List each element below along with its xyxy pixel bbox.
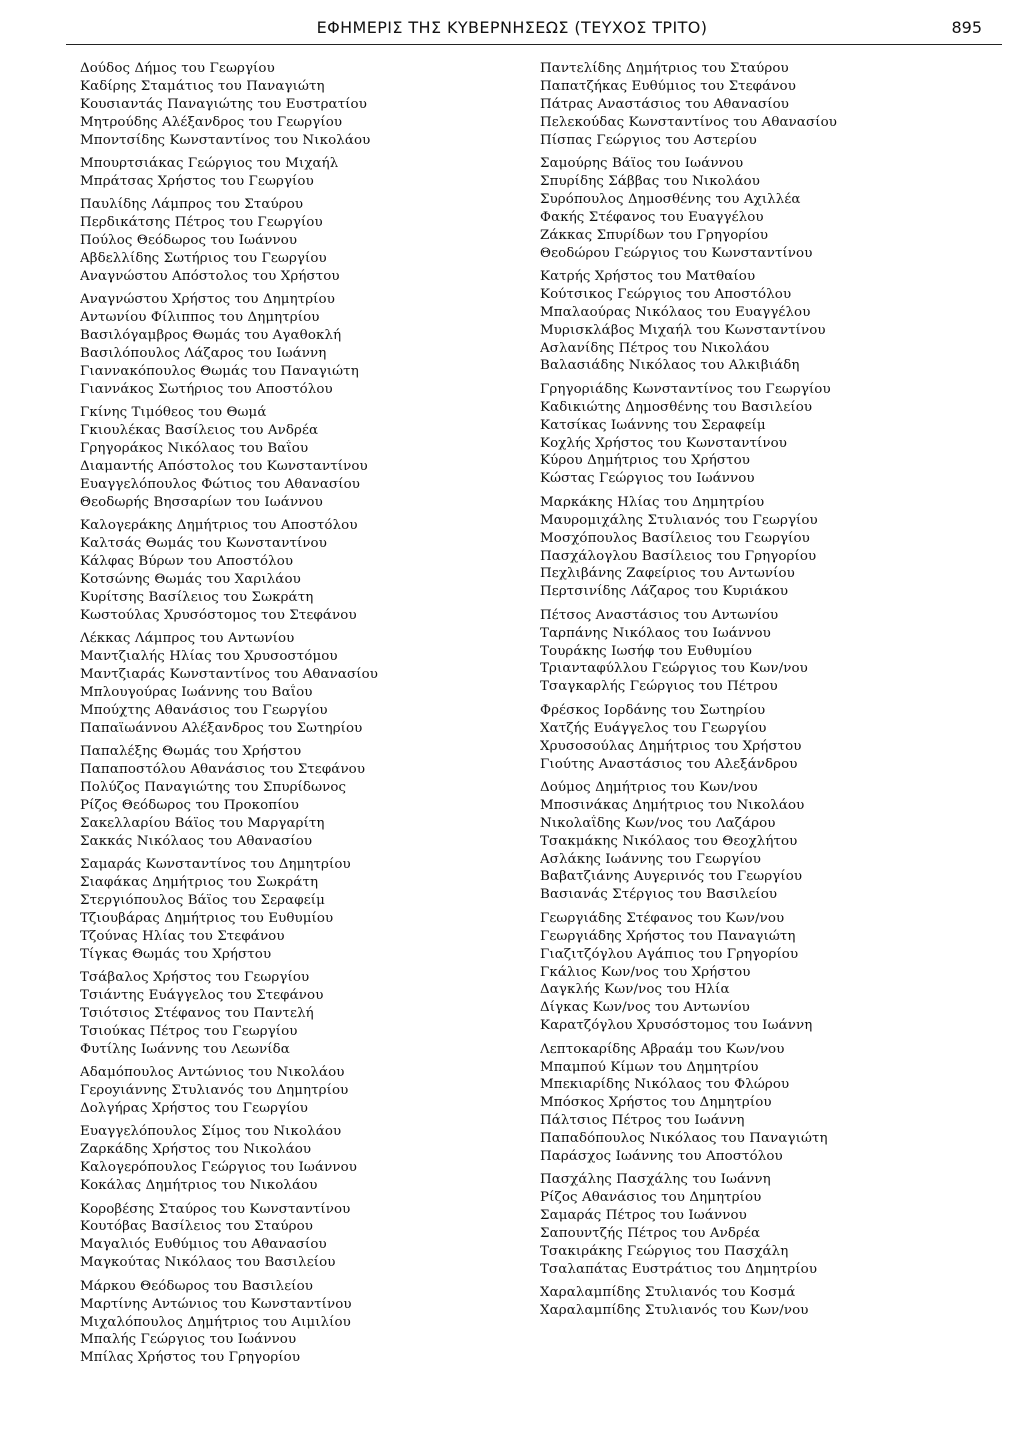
- name-entry: Μαγαλιός Ευθύμιος του Αθανασίου: [80, 1237, 327, 1253]
- name-entry: Πάτρας Αναστάσιος του Αθανασίου: [540, 96, 789, 112]
- name-entry: Αδαμόπουλος Αντώνιος του Νικολάου: [80, 1065, 345, 1081]
- name-entry: Κατσίκας Ιωάννης του Σεραφείμ: [540, 417, 766, 433]
- name-entry: Κυρίτσης Βασίλειος του Σωκράτη: [80, 589, 314, 605]
- name-entry: Ρίζος Θεόδωρος του Προκοπίου: [80, 797, 299, 813]
- name-group: [80, 1278, 540, 1367]
- name-entry: Κοτσώνης Θωμάς του Χαριλάου: [80, 572, 301, 588]
- name-group: [540, 702, 1000, 774]
- name-entry: Φρέσκος Ιορδάνης του Σωτηρίου: [540, 702, 766, 718]
- name-entry: Φυτίλης Ιωάννης του Λεωνίδα: [80, 1041, 290, 1057]
- name-entry: Γιαννακόπουλος Θωμάς του Παναγιώτη: [80, 364, 359, 380]
- name-entry: Γεωργιάδης Χρήστος του Παναγιώτη: [540, 928, 796, 944]
- name-entry: Κώστας Γεώργιος του Ιωάννου: [540, 471, 755, 487]
- left-name-column: [80, 60, 540, 1373]
- name-group: [540, 1284, 1000, 1320]
- name-entry: Τριανταφύλλου Γεώργιος του Κων/νου: [540, 661, 808, 677]
- right-name-column: [540, 60, 1000, 1326]
- name-entry: Τουράκης Ιωσήφ του Ευθυμίου: [540, 643, 753, 659]
- name-entry: Κωστούλας Χρυσόστομος του Στεφάνου: [80, 607, 357, 623]
- gazette-title: ΕΦΗΜΕΡΙΣ ΤΗΣ ΚΥΒΕΡΝΗΣΕΩΣ (ΤΕΥΧΟΣ ΤΡΙΤΟ): [316, 18, 708, 37]
- name-entry: Τζιουβάρας Δημήτριος του Ευθυμίου: [80, 910, 334, 926]
- name-entry: Βαβατζιάνης Αυγερινός του Γεωργίου: [540, 869, 803, 885]
- name-entry: Μπούχτης Αθανάσιος του Γεωργίου: [80, 702, 328, 718]
- page-header: [0, 18, 1024, 44]
- name-group: [80, 1064, 540, 1118]
- name-entry: Δίγκας Κων/νος του Αντωνίου: [540, 1000, 750, 1016]
- name-group: [80, 196, 540, 285]
- name-entry: Μπράτσας Χρήστος του Γεωργίου: [80, 173, 314, 189]
- name-entry: Κοχλής Χρήστος του Κωνσταντίνου: [540, 435, 788, 451]
- name-entry: Τσαγκαρλής Γεώργιος του Πέτρου: [540, 679, 778, 695]
- name-entry: Μαγκούτας Νικόλαος του Βασιλείου: [80, 1255, 336, 1271]
- name-entry: Μπαλής Γεώργιος του Ιωάννου: [80, 1332, 297, 1348]
- name-entry: Παράσχος Ιωάννης του Αποστόλου: [540, 1149, 783, 1164]
- name-group: [80, 1201, 540, 1273]
- name-entry: Δούμος Δημήτριος του Κων/νου: [540, 780, 758, 795]
- name-entry: Ζαρκάδης Χρήστος του Νικολάου: [80, 1142, 312, 1158]
- name-group: [80, 856, 540, 963]
- name-entry: Καδίρης Σταμάτιος του Παναγιώτη: [80, 78, 325, 94]
- page-number: 895: [951, 18, 982, 37]
- name-entry: Γκίνης Τιμόθεος του Θωμά: [80, 405, 267, 421]
- name-entry: Βασιλόπουλος Λάζαρος του Ιωάννη: [80, 346, 327, 362]
- name-entry: Κοκάλας Δημήτριος του Νικολάου: [80, 1178, 318, 1194]
- name-entry: Βασιανάς Στέργιος του Βασιλείου: [540, 887, 778, 903]
- name-group: [540, 1041, 1000, 1166]
- name-entry: Αντωνίου Φίλιππος του Δημητρίου: [80, 310, 320, 326]
- name-entry: Τσιούκας Πέτρος του Γεωργίου: [80, 1023, 298, 1039]
- name-entry: Μαντζιαλής Ηλίας του Χρυσοστόμου: [80, 649, 338, 665]
- name-entry: Χαραλαμπίδης Στυλιανός του Κοσμά: [540, 1285, 796, 1301]
- name-entry: Τσιάντης Ευάγγελος του Στεφάνου: [80, 987, 324, 1003]
- name-entry: Πασχάλης Πασχάλης του Ιωάννη: [540, 1172, 771, 1188]
- name-entry: Πάλτσιος Πέτρος του Ιωάννη: [540, 1113, 745, 1129]
- name-entry: Ευαγγελόπουλος Φώτιος του Αθανασίου: [80, 476, 361, 492]
- name-entry: Χρυσοσούλας Δημήτριος του Χρήστου: [540, 738, 802, 754]
- name-group: [80, 743, 540, 850]
- name-entry: Κοροβέσης Σταύρος του Κωνσταντίνου: [80, 1201, 351, 1217]
- name-entry: Ευαγγελόπουλος Σίμος του Νικολάου: [80, 1124, 342, 1140]
- name-entry: Γεωργιάδης Στέφανος του Κων/νου: [540, 910, 785, 926]
- name-entry: Μιχαλόπουλος Δημήτριος του Αιμιλίου: [80, 1314, 351, 1330]
- name-entry: Πούλος Θεόδωρος του Ιωάννου: [80, 233, 298, 249]
- name-entry: Καδικιώτης Δημοσθένης του Βασιλείου: [540, 399, 813, 415]
- name-group: [80, 969, 540, 1058]
- name-entry: Παπαποστόλου Αθανάσιος του Στεφάνου: [80, 762, 366, 778]
- name-entry: Τσαλαπάτας Ευστράτιος του Δημητρίου: [540, 1261, 818, 1277]
- name-group: [540, 607, 1000, 696]
- name-entry: Σαμαράς Πέτρος του Ιωάννου: [540, 1208, 747, 1224]
- name-entry: Ταρπάνης Νικόλαος του Ιωάννου: [540, 625, 771, 641]
- name-entry: Γκάλιος Κων/νος του Χρήστου: [540, 964, 751, 980]
- name-entry: Αναγνώστου Απόστολος του Χρήστου: [80, 268, 340, 284]
- name-entry: Σακκάς Νικόλαος του Αθανασίου: [80, 833, 313, 849]
- name-group: [80, 517, 540, 624]
- name-entry: Βασιλόγαμβρος Θωμάς του Αγαθοκλή: [80, 328, 342, 344]
- name-entry: Κουτόβας Βασίλειος του Σταύρου: [80, 1219, 313, 1235]
- name-entry: Κουσιαντάς Παναγιώτης του Ευστρατίου: [80, 96, 367, 112]
- name-group: [540, 494, 1000, 601]
- name-entry: Συρόπουλος Δημοσθένης του Αχιλλέα: [540, 191, 801, 207]
- name-entry: Πεχλιβάνης Ζαφείριος του Αντωνίου: [540, 566, 795, 582]
- name-group: [540, 1171, 1000, 1278]
- name-entry: Παυλίδης Λάμπρος του Σταύρου: [80, 197, 304, 213]
- name-group: [80, 404, 540, 511]
- name-entry: Γρηγοριάδης Κωνσταντίνος του Γεωργίου: [540, 381, 831, 397]
- name-entry: Σαπουντζής Πέτρος του Ανδρέα: [540, 1226, 761, 1242]
- name-entry: Τσιότσιος Στέφανος του Παντελή: [80, 1005, 314, 1021]
- name-entry: Θεοδωρής Βησσαρίων του Ιωάννου: [80, 494, 323, 510]
- name-entry: Μπόσκος Χρήστος του Δημητρίου: [540, 1095, 772, 1111]
- name-entry: Παπαδόπουλος Νικόλαος του Παναγιώτη: [540, 1131, 828, 1147]
- name-group: [540, 779, 1000, 904]
- name-entry: Πέτσος Αναστάσιος του Αντωνίου: [540, 607, 779, 623]
- name-entry: Πίσπας Γεώργιος του Αστερίου: [540, 132, 757, 148]
- name-entry: Γιαννάκος Σωτήριος του Αποστόλου: [80, 381, 333, 397]
- name-group: [80, 155, 540, 191]
- name-entry: Τζούνας Ηλίας του Στεφάνου: [80, 928, 285, 944]
- name-entry: Γιούτης Αναστάσιος του Αλεξάνδρου: [540, 756, 798, 772]
- name-entry: Κούτσικος Γεώργιος του Αποστόλου: [540, 286, 792, 302]
- name-entry: Τσακμάκης Νικόλαος του Θεοχλήτου: [540, 833, 798, 849]
- name-entry: Περτσινίδης Λάζαρος του Κυριάκου: [540, 584, 789, 600]
- name-entry: Τσακιράκης Γεώργιος του Πασχάλη: [540, 1244, 789, 1260]
- name-entry: Φακής Στέφανος του Ευαγγέλου: [540, 209, 764, 225]
- name-entry: Παντελίδης Δημήτριος του Σταύρου: [540, 61, 789, 76]
- name-entry: Μπεκιαρίδης Νικόλαος του Φλώρου: [540, 1077, 790, 1093]
- name-entry: Πασχάλογλου Βασίλειος του Γρηγορίου: [540, 548, 817, 564]
- name-entry: Τσάβαλος Χρήστος του Γεωργίου: [80, 970, 310, 986]
- name-entry: Μπουρτσιάκας Γεώργιος του Μιχαήλ: [80, 156, 339, 172]
- name-entry: Δαγκλής Κων/νος του Ηλία: [540, 982, 730, 998]
- name-entry: Δούδος Δήμος του Γεωργίου: [80, 61, 275, 76]
- name-entry: Αναγνώστου Χρήστος του Δημητρίου: [80, 292, 335, 308]
- name-group: [80, 60, 540, 149]
- name-entry: Καλογεράκης Δημήτριος του Αποστόλου: [80, 518, 358, 534]
- name-entry: Μπλουγούρας Ιωάννης του Βαΐου: [80, 684, 313, 700]
- name-entry: Σπυρίδης Σάββας του Νικολάου: [540, 173, 760, 189]
- name-entry: Αβδελλίδης Σωτήριος του Γεωργίου: [80, 251, 327, 267]
- name-entry: Μποντσίδης Κωνσταντίνος του Νικολάου: [80, 132, 371, 148]
- name-entry: Παπατζήκας Ευθύμιος του Στεφάνου: [540, 78, 796, 94]
- name-entry: Μπαλαούρας Νικόλαος του Ευαγγέλου: [540, 304, 811, 320]
- name-group: [540, 155, 1000, 262]
- name-entry: Γιαζιτζόγλου Αγάπιος του Γρηγορίου: [540, 946, 799, 962]
- name-entry: Κάλφας Βύρων του Αποστόλου: [80, 554, 294, 570]
- name-entry: Ζάκκας Σπυρίδων του Γρηγορίου: [540, 227, 769, 243]
- name-entry: Μητρούδης Αλέξανδρος του Γεωργίου: [80, 114, 343, 130]
- name-entry: Τίγκας Θωμάς του Χρήστου: [80, 946, 272, 962]
- name-entry: Περδικάτσης Πέτρος του Γεωργίου: [80, 215, 323, 231]
- name-entry: Γεροyιάννης Στυλιανός του Δημητρίου: [80, 1083, 349, 1099]
- name-entry: Ασλανίδης Πέτρος του Νικολάου: [540, 340, 770, 356]
- header-rule: [66, 44, 1002, 45]
- name-entry: Χατζής Ευάγγελος του Γεωργίου: [540, 720, 767, 736]
- name-group: [80, 630, 540, 737]
- name-entry: Λέκκας Λάμπρος του Αντωνίου: [80, 631, 295, 647]
- name-entry: Μπίλας Χρήστος του Γρηγορίου: [80, 1350, 301, 1366]
- name-entry: Μαντζιαράς Κωνσταντίνος του Αθανασίου: [80, 667, 379, 683]
- name-group: [540, 910, 1000, 1035]
- name-entry: Μποσινάκας Δημήτριος του Νικολάου: [540, 797, 805, 813]
- name-entry: Νικολαΐδης Κων/νος του Λαζάρου: [540, 815, 776, 831]
- name-group: [80, 1123, 540, 1195]
- name-entry: Μάρκου Θεόδωρος του Βασιλείου: [80, 1278, 314, 1294]
- name-entry: Κύρου Δημήτριος του Χρήστου: [540, 453, 750, 469]
- name-entry: Παπαϊωάννου Αλέξανδρος του Σωτηρίου: [80, 720, 363, 736]
- name-group: [540, 60, 1000, 149]
- name-entry: Μαυρομιχάλης Στυλιανός του Γεωργίου: [540, 512, 818, 528]
- name-entry: Χαραλαμπίδης Στυλιανός του Κων/νου: [540, 1303, 809, 1319]
- name-entry: Μοσχόπουλος Βασίλειος του Γεωργίου: [540, 530, 810, 546]
- name-group: [80, 291, 540, 398]
- name-entry: Μυρισκλάβος Μιχαήλ του Κωνσταντίνου: [540, 322, 826, 338]
- name-group: [540, 268, 1000, 375]
- name-entry: Παπαλέξης Θωμάς του Χρήστου: [80, 744, 302, 760]
- name-entry: Γρηγοράκος Νικόλαος του Βαΐου: [80, 441, 309, 457]
- name-entry: Πολύζος Παναγιώτης του Σπυρίδωνος: [80, 780, 347, 795]
- name-entry: Λεπτοκαρίδης Αβραάμ του Κων/νου: [540, 1041, 785, 1057]
- name-entry: Ρίζος Αθανάσιος του Δημητρίου: [540, 1190, 762, 1206]
- name-entry: Σιαφάκας Δημήτριος του Σωκράτη: [80, 875, 319, 891]
- name-entry: Καλογερόπουλος Γεώργιος του Ιωάννου: [80, 1160, 357, 1176]
- name-entry: Σαμούρης Βάϊος του Ιωάννου: [540, 156, 744, 172]
- name-entry: Γκιουλέκας Βασίλειος του Ανδρέα: [80, 423, 319, 439]
- name-entry: Ασλάκης Ιωάννης του Γεωργίου: [540, 851, 761, 867]
- name-group: [540, 381, 1000, 488]
- name-entry: Κατρής Χρήστος του Ματθαίου: [540, 268, 756, 284]
- name-entry: Σακελλαρίου Βάϊος του Μαργαρίτη: [80, 815, 325, 831]
- name-entry: Μπαμπού Κίμων του Δημητρίου: [540, 1059, 759, 1075]
- name-entry: Πελεκούδας Κωνσταντίνος του Αθανασίου: [540, 114, 837, 130]
- name-entry: Βαλασιάδης Νικόλαος του Αλκιβιάδη: [540, 358, 800, 374]
- name-entry: Θεοδώρου Γεώργιος του Κωνσταντίνου: [540, 245, 813, 261]
- name-entry: Μαρκάκης Ηλίας του Δημητρίου: [540, 494, 765, 510]
- name-entry: Καλτσάς Θωμάς του Κωνσταντίνου: [80, 536, 327, 552]
- name-entry: Διαμαντής Απόστολος του Κωνσταντίνου: [80, 459, 368, 475]
- name-entry: Καρατζόγλου Χρυσόστομος του Ιωάννη: [540, 1018, 813, 1034]
- name-entry: Στεργιόπουλος Βάϊος του Σεραφείμ: [80, 892, 325, 908]
- name-entry: Σαμαράς Κωνσταντίνος του Δημητρίου: [80, 857, 351, 873]
- name-entry: Δολγήρας Χρήστος του Γεωργίου: [80, 1100, 308, 1116]
- name-entry: Μαρτίνης Αντώνιος του Κωνσταντίνου: [80, 1296, 352, 1312]
